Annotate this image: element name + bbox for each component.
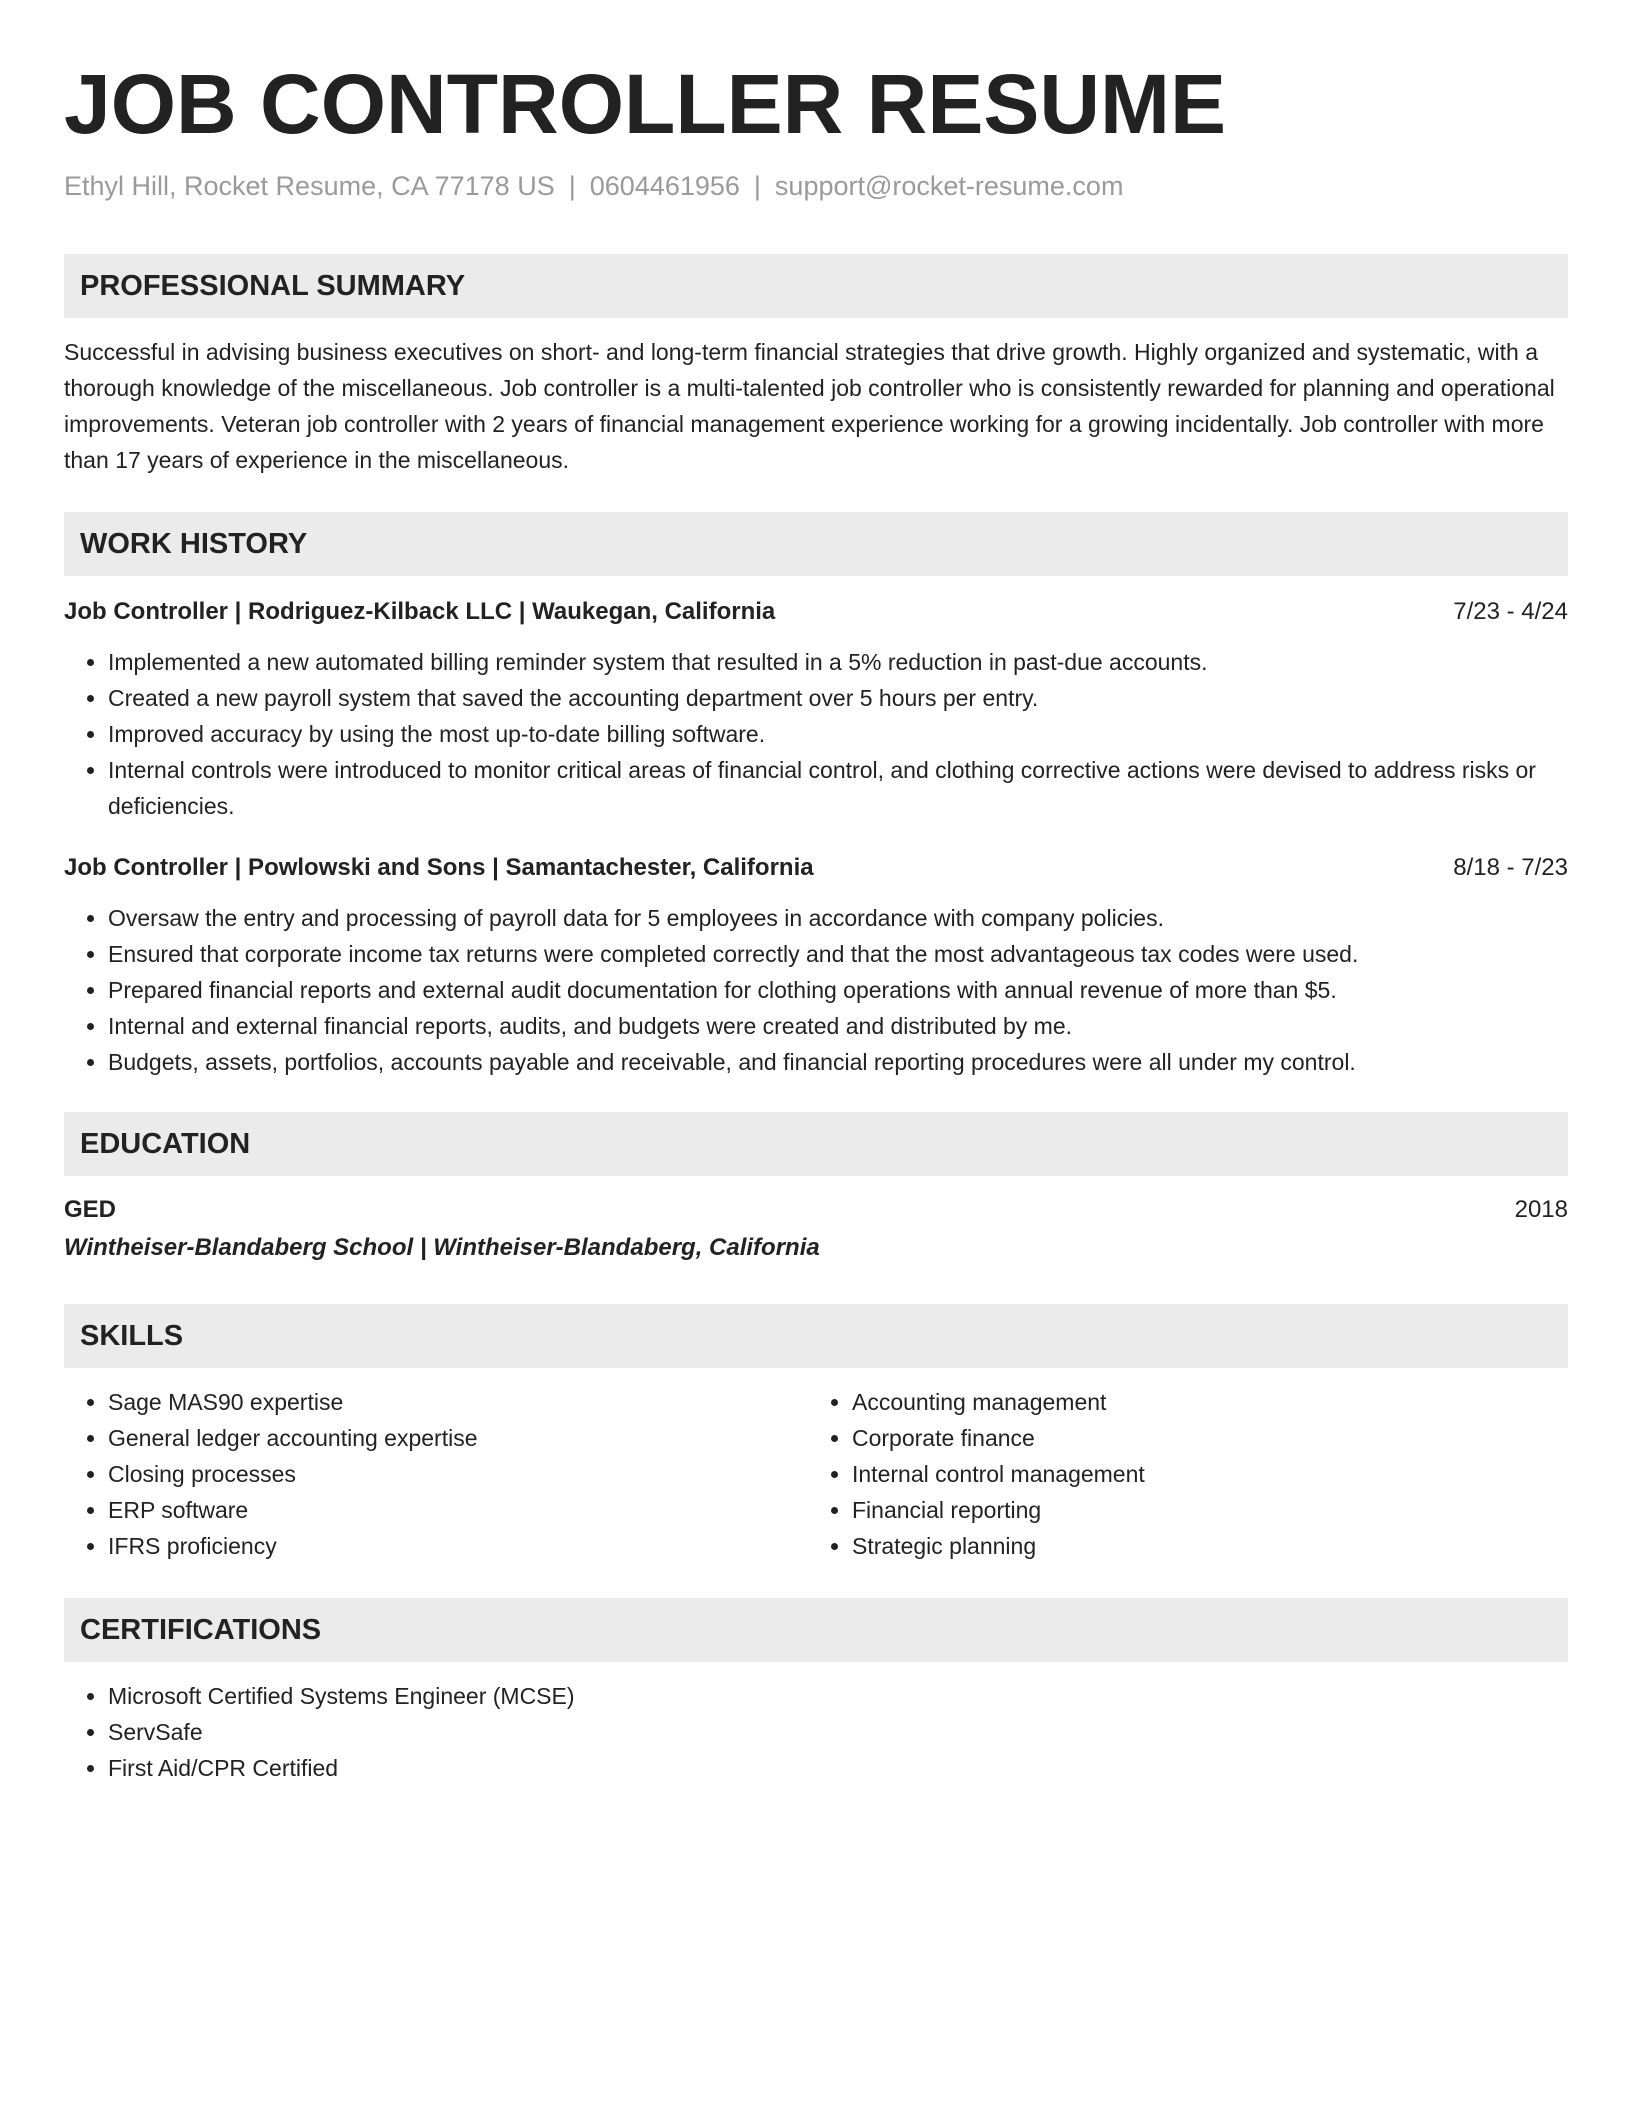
- summary-text: Successful in advising business executives on short- and long-term financial strategies that drive growth. Highly organized and systematic, with a thorough knowledge of the miscellaneous. Job controller is a multi-talented job controller who is consistently rewarded for planning and operational improvements. Veteran job controller with 2 years of financial management experience working for a growing incidentally. Job controller with more than 17 years of experience in the miscellaneous.: [64, 339, 1555, 473]
- skill-item: • Financial reporting: [852, 1492, 1552, 1528]
- contact-email: support@rocket-resume.com: [774, 171, 1124, 201]
- skill-item: • ERP software: [108, 1492, 808, 1528]
- job-bullet: • Implemented a new automated billing reminder system that resulted in a 5% reduction in past-due accounts.: [108, 644, 1568, 680]
- contact-phone: 0604461956: [589, 171, 740, 201]
- work-history-heading: WORK HISTORY: [64, 512, 1568, 576]
- contact-separator: |: [568, 171, 576, 201]
- job-bullet: • Oversaw the entry and processing of payroll data for 5 employees in accordance with company policies.: [108, 900, 1568, 936]
- job-entry: [64, 850, 1568, 1080]
- skills-columns: [64, 1384, 1568, 1564]
- education-header: [64, 1192, 1568, 1228]
- job-header: [64, 594, 1568, 630]
- job-bullet: • Internal controls were introduced to monitor critical areas of financial control, and clothing corrective actions were devised to address risks or deficiencies.: [108, 752, 1568, 824]
- certifications-heading: CERTIFICATIONS: [64, 1598, 1568, 1662]
- contact-address: Ethyl Hill, Rocket Resume, CA 77178 US: [64, 171, 555, 201]
- job-header: [64, 850, 1568, 886]
- certification-item: • Microsoft Certified Systems Engineer (MCSE): [108, 1678, 1568, 1714]
- contact-separator: |: [753, 171, 761, 201]
- certification-item: • ServSafe: [108, 1714, 1568, 1750]
- job-title: Job Controller | Powlowski and Sons | Samantachester, California: [64, 854, 814, 881]
- education-year: 2018: [1514, 1196, 1568, 1223]
- skills-heading: SKILLS: [64, 1304, 1568, 1368]
- skill-item: • Sage MAS90 expertise: [108, 1384, 808, 1420]
- job-bullet: • Ensured that corporate income tax returns were completed correctly and that the most advantageous tax codes were used.: [108, 936, 1568, 972]
- certification-item: • First Aid/CPR Certified: [108, 1750, 1568, 1786]
- education-heading: EDUCATION: [64, 1112, 1568, 1176]
- skill-item: • General ledger accounting expertise: [108, 1420, 808, 1456]
- education-school: Wintheiser-Blandaberg School | Wintheiser-Blandaberg, California: [64, 1234, 820, 1261]
- job-bullets: [64, 644, 1568, 824]
- resume-page: [64, 56, 1568, 1786]
- job-bullets: [64, 900, 1568, 1080]
- education-entry: [64, 1192, 1568, 1266]
- skill-item: • Corporate finance: [852, 1420, 1552, 1456]
- education-degree: GED: [64, 1196, 117, 1223]
- job-bullet: • Improved accuracy by using the most up-to-date billing software.: [108, 716, 1568, 752]
- job-bullet: • Budgets, assets, portfolios, accounts payable and receivable, and financial reporting procedures were all under my control.: [108, 1044, 1568, 1080]
- skills-list-left: [64, 1384, 808, 1564]
- job-bullet: • Internal and external financial reports, audits, and budgets were created and distributed by me.: [108, 1008, 1568, 1044]
- skills-list-right: [808, 1384, 1552, 1564]
- skill-item: • Closing processes: [108, 1456, 808, 1492]
- job-bullet: • Prepared financial reports and external audit documentation for clothing operations with annual revenue of more than $5.: [108, 972, 1568, 1008]
- resume-title: JOB CONTROLLER RESUME: [64, 57, 1227, 151]
- summary-heading: PROFESSIONAL SUMMARY: [64, 254, 1568, 318]
- skill-item: • Accounting management: [852, 1384, 1552, 1420]
- certifications-list: [64, 1678, 1568, 1786]
- job-entry: [64, 594, 1568, 824]
- contact-line: [64, 168, 1568, 204]
- job-bullet: • Created a new payroll system that saved the accounting department over 5 hours per entry.: [108, 680, 1568, 716]
- skill-item: • IFRS proficiency: [108, 1528, 808, 1564]
- skill-item: • Internal control management: [852, 1456, 1552, 1492]
- job-dates: 7/23 - 4/24: [1453, 598, 1568, 625]
- job-title: Job Controller | Rodriguez-Kilback LLC | Waukegan, California: [64, 598, 776, 625]
- skill-item: • Strategic planning: [852, 1528, 1552, 1564]
- job-dates: 8/18 - 7/23: [1453, 854, 1568, 881]
